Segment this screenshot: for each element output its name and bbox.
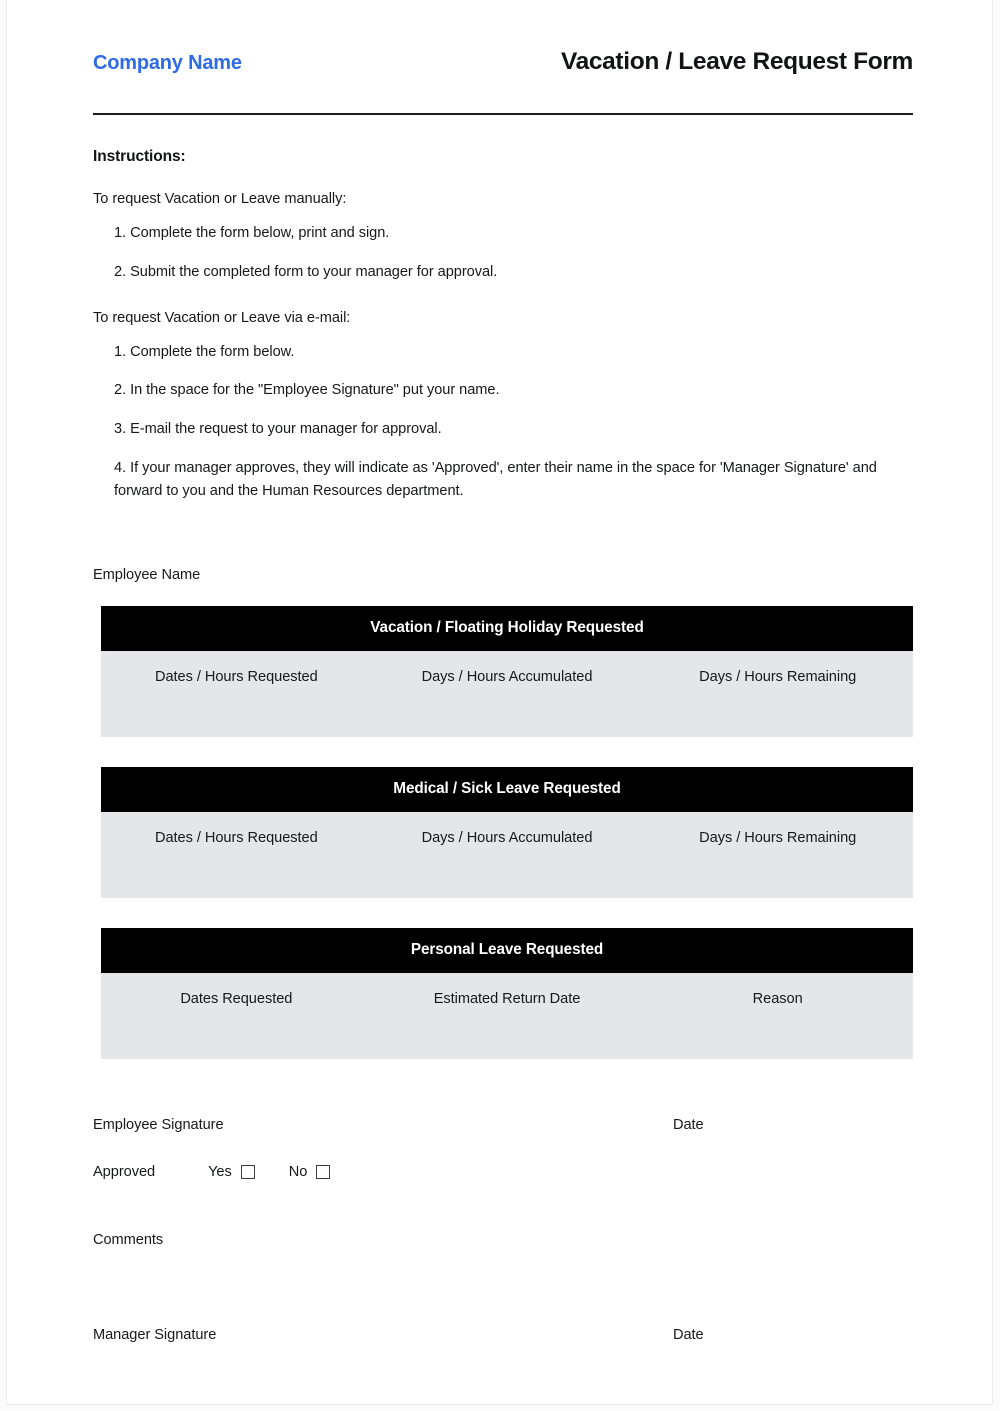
column-header: Days / Hours Accumulated <box>421 829 593 846</box>
table-cell-dates-hours-requested[interactable] <box>101 651 372 737</box>
list-item: 1. Complete the form below. <box>114 343 295 360</box>
comments-label: Comments <box>93 1231 164 1248</box>
table-title: Personal Leave Requested <box>101 928 913 973</box>
page-title: Vacation / Leave Request Form <box>560 48 913 75</box>
manual-instructions-list <box>93 222 913 284</box>
employee-date-label: Date <box>673 1116 704 1133</box>
column-header: Reason <box>752 990 803 1007</box>
column-header: Dates / Hours Requested <box>154 668 318 685</box>
column-header: Days / Hours Remaining <box>699 668 857 685</box>
table-cell-days-hours-accumulated[interactable] <box>372 651 643 737</box>
table-cell-dates-hours-requested[interactable] <box>101 812 372 898</box>
company-name: Company Name <box>93 52 242 74</box>
email-instructions-list <box>93 341 913 504</box>
table-cell-dates-requested[interactable] <box>101 973 372 1059</box>
approved-yes-option[interactable] <box>208 1164 255 1180</box>
signature-section <box>93 1117 913 1357</box>
approved-no-option[interactable] <box>289 1164 331 1180</box>
document-page <box>6 0 993 1405</box>
table-cell-reason[interactable] <box>642 973 913 1059</box>
employee-name-label: Employee Name <box>93 566 201 583</box>
column-header: Estimated Return Date <box>433 990 581 1007</box>
approved-yes-label: Yes <box>208 1163 232 1180</box>
table-body <box>101 973 913 1059</box>
manual-instructions-lead: To request Vacation or Leave manually: <box>93 191 347 208</box>
manager-signature-row <box>93 1327 913 1357</box>
document-header <box>93 48 913 123</box>
instructions-heading: Instructions: <box>93 148 186 166</box>
table-body <box>101 812 913 898</box>
approved-yes-checkbox[interactable] <box>241 1165 255 1179</box>
email-instructions-lead: To request Vacation or Leave via e-mail: <box>93 309 351 326</box>
column-header: Dates / Hours Requested <box>154 829 318 846</box>
manager-signature-label: Manager Signature <box>93 1326 217 1343</box>
table-cell-estimated-return-date[interactable] <box>372 973 643 1059</box>
table-cell-days-hours-remaining[interactable] <box>642 812 913 898</box>
list-item: 4. If your manager approves, they will indicate as 'Approved', enter their name in the space for 'Manager Signature' and forward to you and the Human Resources department. <box>114 459 877 500</box>
column-header: Dates Requested <box>180 990 293 1007</box>
list-item: 3. E-mail the request to your manager for approval. <box>114 420 442 437</box>
approved-no-label: No <box>288 1163 308 1180</box>
list-item: 2. Submit the completed form to your manager for approval. <box>114 264 498 281</box>
manager-date-label: Date <box>673 1326 704 1343</box>
table-cell-days-hours-remaining[interactable] <box>642 651 913 737</box>
table-title: Vacation / Floating Holiday Requested <box>101 606 913 651</box>
vacation-leave-table <box>101 606 913 737</box>
list-item: 2. In the space for the "Employee Signature" put your name. <box>114 382 500 399</box>
approved-label: Approved <box>93 1163 156 1180</box>
instructions-section <box>93 148 913 503</box>
table-body <box>101 651 913 737</box>
employee-signature-label: Employee Signature <box>93 1116 224 1133</box>
table-cell-days-hours-accumulated[interactable] <box>372 812 643 898</box>
column-header: Days / Hours Accumulated <box>421 668 593 685</box>
list-item: 1. Complete the form below, print and sign. <box>114 225 390 242</box>
table-title: Medical / Sick Leave Requested <box>101 767 913 812</box>
approved-no-checkbox[interactable] <box>316 1165 330 1179</box>
approval-row <box>93 1157 913 1187</box>
employee-signature-row <box>93 1117 913 1157</box>
comments-row[interactable] <box>93 1232 913 1262</box>
document-content <box>93 0 913 1357</box>
column-header: Days / Hours Remaining <box>699 829 857 846</box>
medical-leave-table <box>101 767 913 898</box>
personal-leave-table <box>101 928 913 1059</box>
